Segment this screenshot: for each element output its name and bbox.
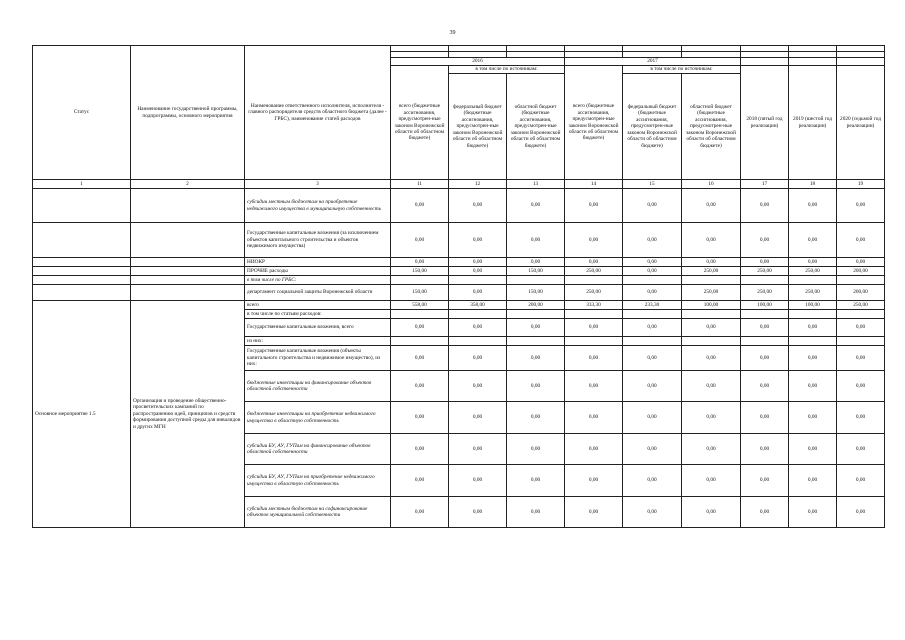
row-label: Государственные капитальные вложения (объекты капитального строительства и недвижимое имущество), из них: [245,346,391,371]
empty-cell [131,285,245,301]
value-cell: 0,00 [391,258,449,267]
value-cell: 0,00 [623,223,682,258]
value-cell: 0,00 [682,258,741,267]
value-cell: 0,00 [682,223,741,258]
page-number: 39 [449,30,456,36]
header-total-2016: всего (бюджетные ассигнования, предусмотрен-ные законом Воронежской области об областном бюджете) [391,66,449,180]
value-cell [391,276,449,285]
header-federal-2017: федеральный бюджет (бюджетные ассигнования, предусмотрен-ные законом Воронежской области об областном бюджете) [623,74,682,180]
table-row [33,189,885,223]
empty-cell [33,267,131,276]
value-cell [837,310,885,319]
row-label: всего [245,301,391,310]
value-cell: 250,00 [565,267,623,276]
value-cell: 558,00 [391,301,449,310]
prior-measure-rows [33,189,885,301]
row-label: бюджетные инвестиции на финансирование объектов областной собственности [245,371,391,402]
header-incl-2016: в том числе по источникам: [449,66,565,74]
value-cell: 0,00 [449,346,507,371]
value-cell: 0,00 [623,434,682,465]
col-num: 12 [449,180,507,189]
value-cell [449,276,507,285]
value-cell: 0,00 [789,258,837,267]
value-cell [741,276,789,285]
header-responsible: Наименование ответственного исполнителя, исполнителя - главного распорядителя средств областного бюджета (далее - ГРБС), наименование статей расходов [245,46,391,180]
value-cell: 0,00 [449,319,507,337]
value-cell: 0,00 [565,497,623,528]
value-cell: 0,00 [682,371,741,402]
value-cell: 0,00 [623,258,682,267]
value-cell: 0,00 [682,497,741,528]
col-num: 17 [741,180,789,189]
value-cell: 0,00 [623,189,682,223]
value-cell: 0,00 [623,465,682,497]
value-cell: 250,00 [741,267,789,276]
value-cell: 0,00 [741,346,789,371]
header-federal-2016: федеральный бюджет (бюджетные ассигнования, предусмотрен-ные законом Воронежской области об областном бюджете) [449,74,507,180]
value-cell: 0,00 [449,285,507,301]
value-cell [507,276,565,285]
table-row [33,276,885,285]
value-cell: 358,00 [449,301,507,310]
value-cell: 0,00 [565,371,623,402]
value-cell: 0,00 [837,402,885,434]
header-total-2017: всего (бюджетные ассигнования, предусмотрен-ные законом Воронежской области об областном бюджете) [565,66,623,180]
table-row [33,285,885,301]
value-cell [507,337,565,346]
value-cell: 0,00 [789,434,837,465]
value-cell: 0,00 [507,189,565,223]
value-cell: 0,00 [391,223,449,258]
value-cell [682,276,741,285]
table-row [33,301,885,310]
row-label: субсидии местным бюджетам на приобретение недвижимого имущества в муниципальную собственность [245,189,391,223]
value-cell [837,337,885,346]
value-cell [623,337,682,346]
value-cell: 0,00 [449,434,507,465]
empty-cell [131,189,245,223]
value-cell: 0,00 [565,189,623,223]
row-label: субсидии БУ, АУ, ГУПам на финансирование объектов областной собственности [245,434,391,465]
row-label: субсидии местным бюджетам на софинансирование объектов муниципальной собственности [245,497,391,528]
value-cell: 0,00 [682,189,741,223]
header-2020: 2020 (седьмой год реализации) [837,66,885,180]
value-cell: 0,00 [682,465,741,497]
value-cell: 0,00 [565,258,623,267]
value-cell: 0,00 [623,267,682,276]
header-2018: 2018 (пятый год реализации) [741,66,789,180]
value-cell [449,337,507,346]
empty-cell [131,276,245,285]
value-cell [837,276,885,285]
row-label: ПРОЧИЕ расходы [245,267,391,276]
value-cell: 150,00 [391,285,449,301]
value-cell: 250,00 [682,285,741,301]
value-cell: 0,00 [449,223,507,258]
value-cell: 0,00 [507,371,565,402]
value-cell: 0,00 [623,285,682,301]
col-num: 3 [245,180,391,189]
value-cell: 333,30 [565,301,623,310]
value-cell: 0,00 [391,189,449,223]
value-cell: 0,00 [741,189,789,223]
value-cell: 0,00 [741,319,789,337]
value-cell: 250,00 [741,285,789,301]
col-num: 16 [682,180,741,189]
header-regional-2017: областной бюджет (бюджетные ассигнования, предусмотрен-ные законом Воронежской области об областном бюджете) [682,74,741,180]
value-cell: 0,00 [391,465,449,497]
value-cell: 0,00 [682,434,741,465]
value-cell: 0,00 [391,346,449,371]
value-cell [741,337,789,346]
value-cell: 0,00 [449,402,507,434]
col-num: 1 [33,180,131,189]
value-cell: 0,00 [507,465,565,497]
value-cell: 0,00 [837,319,885,337]
value-cell: 0,00 [837,346,885,371]
empty-cell [33,285,131,301]
row-label: департамент социальной защиты Воронежской области [245,285,391,301]
value-cell: 0,00 [837,223,885,258]
value-cell: 0,00 [565,223,623,258]
value-cell: 0,00 [449,258,507,267]
empty-cell [33,189,131,223]
col-num: 13 [507,180,565,189]
value-cell: 0,00 [623,346,682,371]
value-cell: 0,00 [837,258,885,267]
measure-status: Основное мероприятие 1.5 [33,301,131,528]
value-cell: 233,30 [623,301,682,310]
header-2019: 2019 (шестой год реализации) [789,66,837,180]
value-cell [789,310,837,319]
measure-name: Организация и проведение общественно-просветительских кампаний по распространению идей, принципов и средств формирования доступной среды для инвалидов и других МГН [131,301,245,528]
value-cell: 0,00 [507,319,565,337]
value-cell: 0,00 [507,434,565,465]
value-cell: 100,00 [789,301,837,310]
table-row [33,223,885,258]
value-cell [789,337,837,346]
value-cell: 0,00 [623,497,682,528]
value-cell: 0,00 [789,497,837,528]
header-status: Статус [33,46,131,180]
value-cell: 0,00 [682,402,741,434]
value-cell [682,310,741,319]
row-label: в том числе по ГРБС: [245,276,391,285]
col-num: 15 [623,180,682,189]
value-cell: 0,00 [682,346,741,371]
col-num: 18 [789,180,837,189]
value-cell: 0,00 [789,223,837,258]
row-label: НИОКР [245,258,391,267]
value-cell: 0,00 [789,189,837,223]
value-cell: 0,00 [391,497,449,528]
header-year-2017: 2017 [565,58,741,66]
empty-cell [33,223,131,258]
value-cell: 0,00 [789,402,837,434]
value-cell: 0,00 [449,371,507,402]
value-cell [789,276,837,285]
value-cell: 100,00 [682,301,741,310]
value-cell: 0,00 [623,319,682,337]
value-cell: 0,00 [565,402,623,434]
value-cell: 0,00 [789,319,837,337]
value-cell [741,310,789,319]
col-num: 19 [837,180,885,189]
value-cell: 0,00 [741,497,789,528]
row-label: бюджетные инвестиции на приобретение недвижимого имущества в областную собственность [245,402,391,434]
value-cell: 0,00 [565,319,623,337]
budget-table [32,45,885,528]
row-label: из них: [245,337,391,346]
empty-cell [33,276,131,285]
value-cell: 0,00 [682,319,741,337]
value-cell: 0,00 [789,465,837,497]
col-num: 2 [131,180,245,189]
row-label: Государственные капитальные вложения, всего [245,319,391,337]
value-cell [391,337,449,346]
value-cell: 0,00 [837,465,885,497]
value-cell: 200,00 [507,301,565,310]
value-cell: 0,00 [741,434,789,465]
value-cell [623,276,682,285]
value-cell [391,310,449,319]
value-cell: 200,00 [837,267,885,276]
empty-cell [131,258,245,267]
value-cell: 0,00 [507,497,565,528]
value-cell: 0,00 [391,434,449,465]
value-cell: 0,00 [837,497,885,528]
value-cell [449,310,507,319]
value-cell: 0,00 [449,497,507,528]
value-cell: 0,00 [789,346,837,371]
value-cell: 250,00 [565,285,623,301]
value-cell: 0,00 [789,371,837,402]
value-cell: 0,00 [507,402,565,434]
value-cell [623,310,682,319]
value-cell: 0,00 [449,465,507,497]
value-cell: 0,00 [741,402,789,434]
value-cell: 150,00 [507,285,565,301]
table-row [33,267,885,276]
row-label: субсидии БУ, АУ, ГУПам на приобретение недвижимого имущества в областную собственность [245,465,391,497]
value-cell: 0,00 [391,402,449,434]
column-number-row [33,180,885,189]
value-cell [565,337,623,346]
row-label: Государственные капитальные вложения (за исключением объектов капитального строительства и объектов недвижимого имущества) [245,223,391,258]
value-cell: 250,00 [837,301,885,310]
value-cell: 250,00 [789,285,837,301]
col-num: 11 [391,180,449,189]
empty-cell [33,258,131,267]
value-cell: 0,00 [741,371,789,402]
value-cell [507,310,565,319]
value-cell: 0,00 [565,346,623,371]
value-cell: 0,00 [623,371,682,402]
value-cell: 0,00 [741,258,789,267]
value-cell: 0,00 [449,189,507,223]
value-cell: 0,00 [507,346,565,371]
header-regional-2016: областной бюджет (бюджетные ассигнования, предусмотрен-ные законом Воронежской области об областном бюджете) [507,74,565,180]
value-cell: 250,00 [682,267,741,276]
value-cell: 150,00 [507,267,565,276]
value-cell: 0,00 [391,371,449,402]
row-label: в том числе по статьям расходов: [245,310,391,319]
header-incl-2017: в том числе по источникам: [623,66,741,74]
table-row [33,258,885,267]
value-cell: 0,00 [507,258,565,267]
empty-cell [131,267,245,276]
header-year-2016: 2016 [391,58,565,66]
value-cell [682,337,741,346]
value-cell: 0,00 [449,267,507,276]
value-cell: 0,00 [741,223,789,258]
value-cell: 100,00 [741,301,789,310]
value-cell: 250,00 [789,267,837,276]
value-cell: 0,00 [837,434,885,465]
value-cell: 200,00 [837,285,885,301]
value-cell: 150,00 [391,267,449,276]
value-cell: 0,00 [741,465,789,497]
measure-1-5-rows [33,301,885,528]
value-cell [565,276,623,285]
header-program: Наименование государственной программы, подпрограммы, основного мероприятия [131,46,245,180]
value-cell: 0,00 [391,319,449,337]
value-cell: 0,00 [623,402,682,434]
empty-cell [131,223,245,258]
value-cell: 0,00 [565,465,623,497]
col-num: 14 [565,180,623,189]
value-cell: 0,00 [565,434,623,465]
value-cell: 0,00 [837,189,885,223]
value-cell: 0,00 [507,223,565,258]
value-cell: 0,00 [837,371,885,402]
value-cell [565,310,623,319]
